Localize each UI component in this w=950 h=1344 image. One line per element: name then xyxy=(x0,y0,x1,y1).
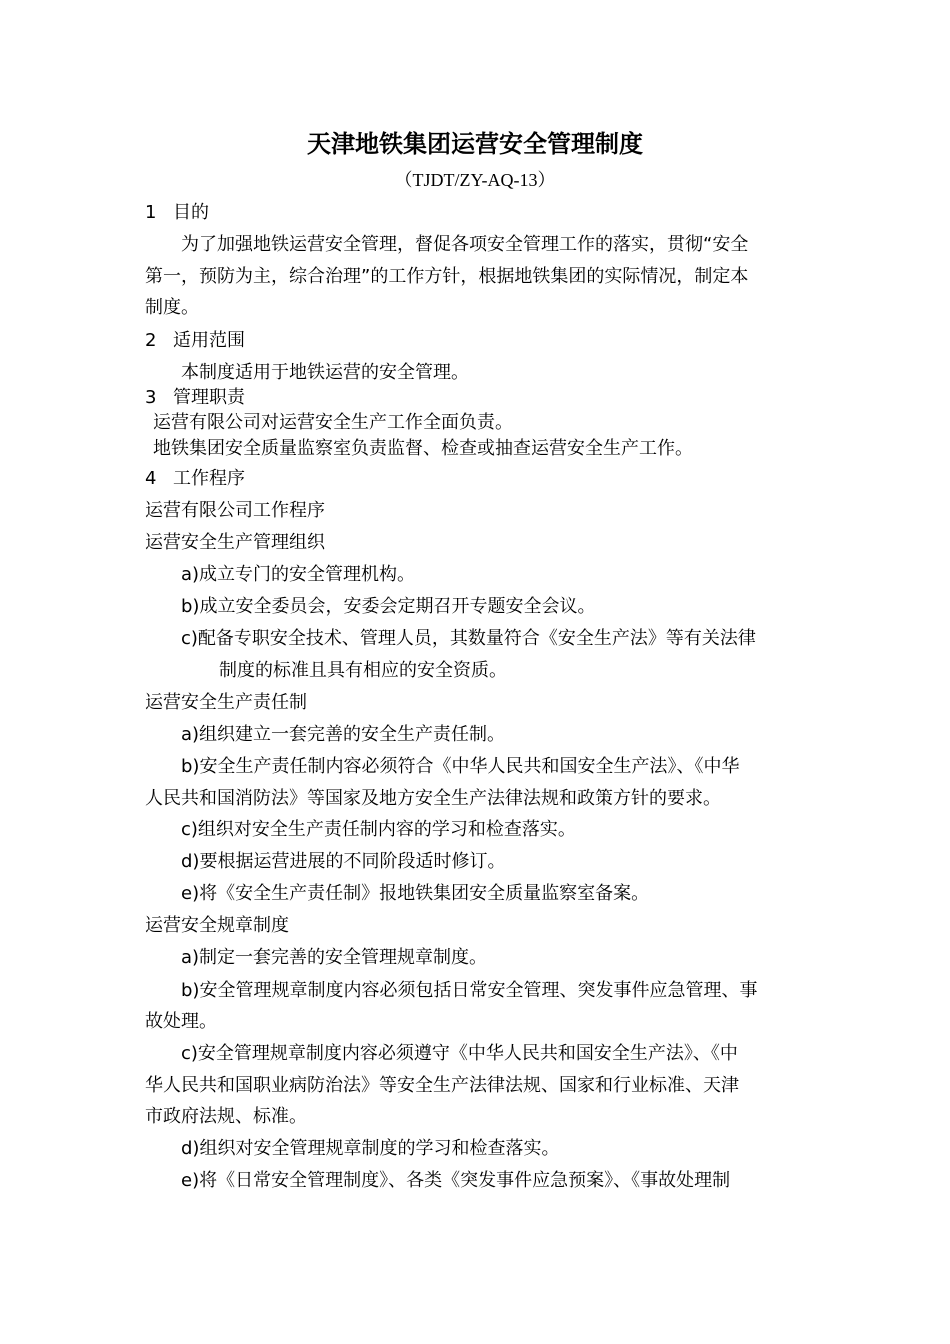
list-item: c)组织对安全生产责任制内容的学习和检查落实。 xyxy=(181,819,576,840)
document-title: 天津地铁集团运营安全管理制度 xyxy=(307,129,643,158)
list-item: d)组织对安全管理规章制度的学习和检查落实。 xyxy=(181,1138,560,1159)
list-item: e)将《安全生产责任制》报地铁集团安全质量监察室备案。 xyxy=(181,883,650,904)
paragraph-line: 地铁集团安全质量监察室负责监督、检查或抽查运营安全生产工作。 xyxy=(153,438,693,459)
paragraph-line: 运营有限公司对运营安全生产工作全面负责。 xyxy=(153,412,513,433)
list-item: b)安全管理规章制度内容必须包括日常安全管理、突发事件应急管理、事 xyxy=(181,980,758,1001)
subsection-heading: 运营有限公司工作程序 xyxy=(145,500,325,521)
paragraph-line: 本制度适用于地铁运营的安全管理。 xyxy=(181,362,469,383)
section-number: 2 xyxy=(145,330,157,351)
section-title: 管理职责 xyxy=(173,387,245,408)
section-1-heading xyxy=(145,201,810,225)
section-4-heading xyxy=(145,467,810,491)
section-title: 目的 xyxy=(173,202,209,223)
list-item: c)配备专职安全技术、管理人员，其数量符合《安全生产法》等有关法律 xyxy=(181,628,756,649)
list-item: b)成立安全委员会，安委会定期召开专题安全会议。 xyxy=(181,596,596,617)
document-code: （TJDT/ZY-AQ-13） xyxy=(394,170,556,190)
section-number: 1 xyxy=(145,202,157,223)
list-item-continuation: 制度的标准且具有相应的安全资质。 xyxy=(219,660,507,681)
section-number: 3 xyxy=(145,387,157,408)
section-number: 4 xyxy=(145,468,157,489)
list-item-continuation: 华人民共和国职业病防治法》等安全生产法律法规、国家和行业标准、天津 xyxy=(145,1075,739,1096)
section-2-heading xyxy=(145,329,810,353)
list-item: b)安全生产责任制内容必须符合《中华人民共和国安全生产法》、《中华 xyxy=(181,756,740,777)
list-item-continuation: 故处理。 xyxy=(145,1011,217,1032)
list-item: c)安全管理规章制度内容必须遵守《中华人民共和国安全生产法》、《中 xyxy=(181,1043,738,1064)
subsection-heading: 运营安全规章制度 xyxy=(145,915,289,936)
list-item: a)成立专门的安全管理机构。 xyxy=(181,564,416,585)
section-3-heading xyxy=(145,386,810,410)
section-title: 适用范围 xyxy=(173,330,245,351)
paragraph-line: 制度。 xyxy=(145,297,199,318)
list-item-continuation: 市政府法规、标准。 xyxy=(145,1106,307,1127)
subsection-heading: 运营安全生产责任制 xyxy=(145,692,307,713)
subsection-heading: 运营安全生产管理组织 xyxy=(145,532,325,553)
list-item: e)将《日常安全管理制度》、各类《突发事件应急预案》、《事故处理制 xyxy=(181,1170,731,1191)
list-item: d)要根据运营进展的不同阶段适时修订。 xyxy=(181,851,506,872)
paragraph-line: 第一，预防为主，综合治理”的工作方针，根据地铁集团的实际情况，制定本 xyxy=(145,266,749,287)
list-item: a)制定一套完善的安全管理规章制度。 xyxy=(181,947,488,968)
paragraph-line: 为了加强地铁运营安全管理，督促各项安全管理工作的落实，贯彻“安全 xyxy=(181,234,749,255)
list-item: a)组织建立一套完善的安全生产责任制。 xyxy=(181,724,506,745)
list-item-continuation: 人民共和国消防法》等国家及地方安全生产法律法规和政策方针的要求。 xyxy=(145,788,721,809)
section-title: 工作程序 xyxy=(173,468,245,489)
